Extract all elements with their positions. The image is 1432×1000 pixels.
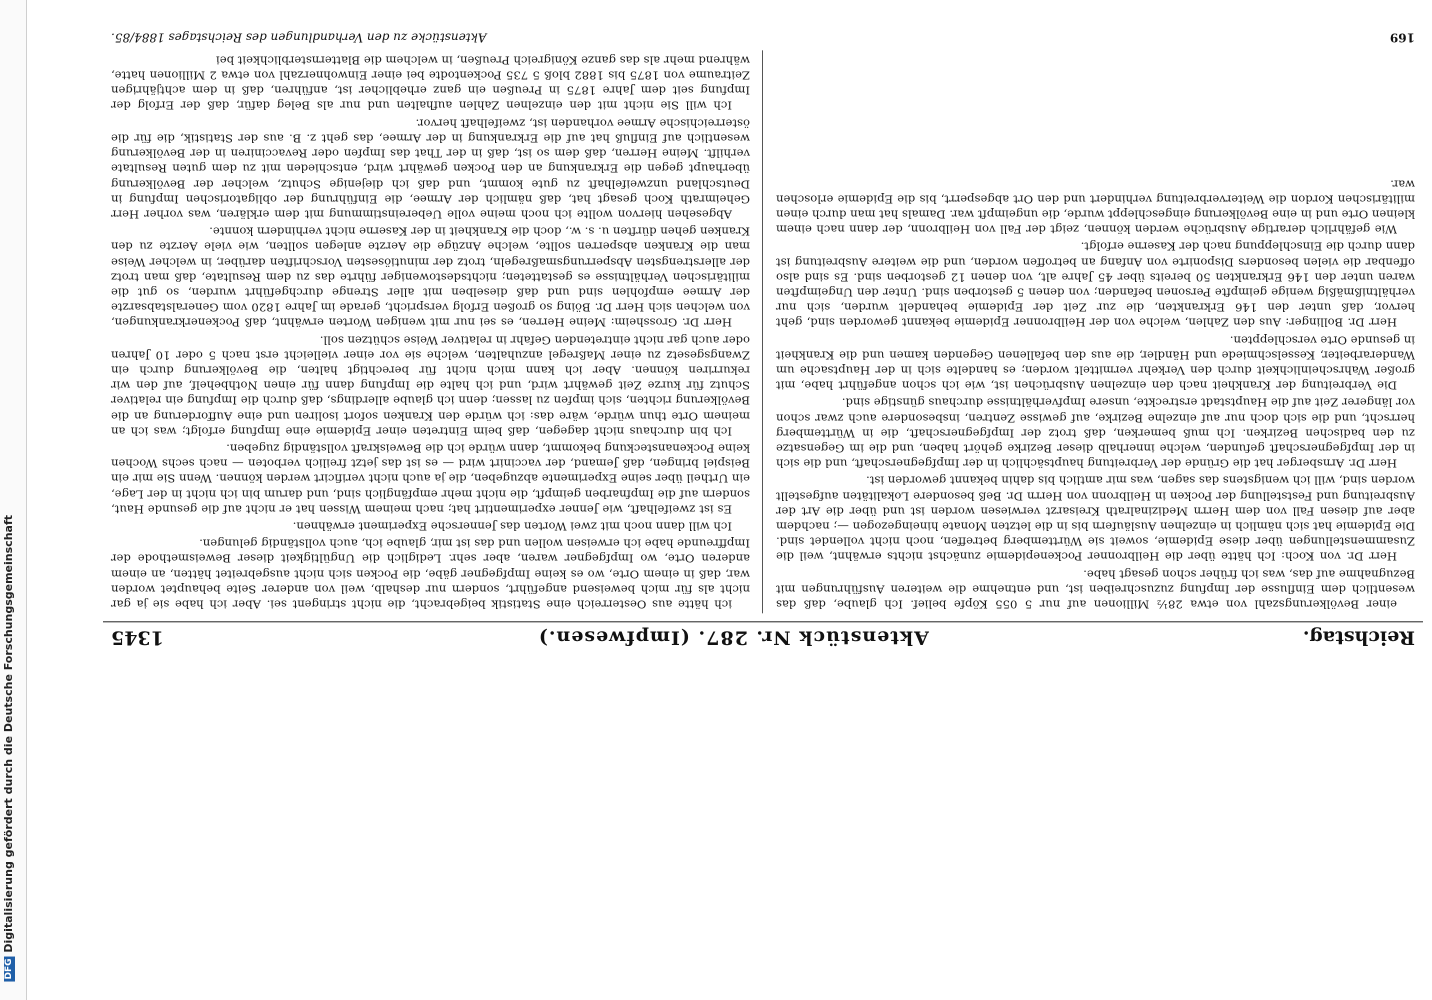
digitization-strip [0, 0, 27, 1000]
right-column [111, 50, 750, 611]
header-center [538, 626, 929, 648]
header-left: Reichstag. [1302, 626, 1415, 649]
paragraph: Ich bin durchaus nicht dagegen, daß beim Eintreten einer Epidemie eine Impfung erfolgt; was ich an meinem Orte thun würde, wäre das: ich würde den Kranken sofort isoliren und eine Aufforderung an die Bevölkerung richten, sich impfen zu lassen; denn ich glaube allerdings, daß durch die Impfung ein relativer Schutz für kurze Zeit gewährt wird, und ich halte die Impfung dann für einen Nothbehelf, auf den wir rekurriren können. Aber ich kann mich nicht für berechtigt halten, die Bevölkerung durch ein Zwangsgesetz zu einer Maßregel anzuhalten, welche sie vor einer vielleicht erst nach 5 oder 10 Jahren oder auch gar nicht eintretenden Gefahr in relativer Weise schützen soll. [111, 332, 750, 439]
footer-note: Aktenstücke zu den Verhandlungen des Reichstages 1884/85. [111, 30, 487, 44]
paragraph: Es ist zweifelhaft, wie Jenner experimentirt hat; nach meinem Wissen hat er nicht auf die gesunde Haut, sondern auf die Impfnarben geimpft, die nicht mehr empfänglich sind, und darum bin ich nicht in der Lage, ein Urtheil über seine Experimente abzugeben, die ja auch nicht verificirt werden können. Wenn Sie mir ein Beispiel bringen, daß Jemand, der vaccinirt wird — es ist das jetzt freilich verboten — nach sechs Wochen keine Pockenansteckung bekommt, dann würde ich die Beweiskraft vollständig zugeben. [111, 441, 750, 517]
footer-page-number: 169 [1389, 30, 1415, 44]
header-subtitle: (Impfwesen.) [537, 626, 690, 649]
dfg-logo: DFG [4, 958, 14, 980]
digitization-text: Digitalisierung gefördert durch die Deutsche Forschungsgemeinschaft [2, 515, 15, 954]
paragraph: Abgesehen hiervon wollte ich noch meine volle Uebereinstimmung mit dem erklären, was vorher Herr Geheimrath Koch gesagt hat, daß nämlich der Armee, die Einführung der obligatorischen Impfung in Deutschland unzweifelhaft zu gute kommt, und daß ich diejenige Schutz, welcher der Bevölkerung überhaupt gegen die Erkrankung an den Pocken gewährt wird, entschieden mit zu dem guten Resultate verhilft. Meine Herren, daß dem so ist, daß in der That das Impfen oder Revacciniren in der Bevölkerung wesentlich auf Einfluß hat auf die Erkrankung in der Armee, das geht z. B. aus der Statistik, die für die österreichische Armee vorhanden ist, zweifelhaft hervor. [111, 116, 750, 222]
paragraph: Herr Dr. Bollinger: Aus den Zahlen, welche von der Heilbronner Epidemie bekannt geworden sind, geht hervor, daß unter den 146 Erkrankten, die zur Zeit der Epidemie behandelt wurden, sich nur verhältnißmäßig wenige geimpfte Personen befanden; von denen 5 gestorben sind. Unter den Ungeimpften waren unter den 146 Erkrankten 50 bereits über 45 Jahre alt, von denen 12 gestorben sind. Es sind also offenbar die vielen besonders Disponirte von Anfang an betroffen worden, und die weitere Ausbreitung ist dann durch die Einschleppung nach der Kaserne erfolgt. [776, 239, 1415, 330]
paragraph: Herr Dr. Grossheim: Meine Herren, es sei nur mit wenigen Worten erwähnt, daß Pockenerkrankungen, von welchen sich Herr Dr. Böing so großen Erfolg verspricht, gerade im Jahre 1820 vom Generalstabsarzte der Armee empfohlen sind und daß dieselben mit aller Strenge durchgeführt wurden, so gut die militärischen Verhältnisse es gestatteten; nichtsdestoweniger führte das zu dem Resultate, daß man trotz der allerstrengsten Absperrungsmaßregeln, trotz der minutiösesten Vorschriften darüber, in welcher Weise man die Kranken absperren sollte, welche Anzüge die Aerzte anlegen sollten, wie viele Aerzte zu den Kranken gehen dürften u. s. w., doch die Krankheit in der Kaserne nicht verhindern konnte. [111, 224, 750, 330]
paragraph: Die Verbreitung der Krankheit nach den einzelnen Ausbrüchen ist, wie ich schon angeführt habe, mit großer Wahrscheinlichkeit durch den Verkehr vermittelt worden; es handelte sich in der Hauptsache um Wanderarbeiter, Kesselschmiede und Händler, die aus den befallenen Gegenden kamen und die Krankheit in gesunde Orte verschleppten. [776, 332, 1415, 393]
paragraph: ich hätte aus Oesterreich eine Statistik beigebracht, die nicht stringent sei. Aber ich habe sie ja gar nicht als für mich beweisend angeführt, sondern nur deshalb, weil von anderer Seite behauptet worden war, daß in einem Orte, wo es keine Impfgegner gäbe, die Pocken sich nicht ausgebreitet hätten, an einem anderen Orte, wo Impfgegner waren, aber sehr. Lediglich die Ungültigkeit dieser Beweismethode der Impffreunde habe ich erweisen wollen und das ist mir, glaube ich, auch vollständig gelungen. [111, 536, 750, 612]
page-header [103, 621, 1423, 648]
paragraph: Herr Dr. Arnsberger hat die Gründe der Verbreitung hauptsächlich in der Impfgegnerschaft, und die sich in der Impfgegnerschaft gefunden, welche innerhalb dieser Bezirke gehört haben, und die im Gegensatze zu den badischen Bezirken. Ich muß bemerken, daß trotz der Impfgegnerschaft, die in Württemberg herrscht, und die sich doch nur auf einzelne Bezirke, auf gewisse Zentren, insbesondere auch zwar schon vor längerer Zeit auf die Hauptstadt erstreckte, unsere Impfverhältnisse durchaus günstige sind. [776, 395, 1415, 471]
header-page-number: 1345 [111, 626, 164, 649]
paragraph: Ich will Sie nicht mit den einzelnen Zahlen aufhalten und nur als Beleg dafür, daß der Erfolg der Impfung seit dem Jahre 1875 in Preußen ein ganz erheblicher ist, anführen, daß in dem achtjährigen Zeitraume von 1875 bis 1882 bloß 5 735 Pockentodte bei einer Einwohnerzahl von etwa 2 Millionen hatte, während mehr als das ganze Königreich Preußen, in welchem die Blatternsterblichkeit bei [111, 53, 750, 113]
rotated-page-content [103, 30, 1423, 648]
paragraph: Ich will dann noch mit zwei Worten das Jennersche Experiment erwähnen. [292, 519, 732, 534]
digitization-note [3, 515, 15, 986]
text-columns [103, 50, 1423, 621]
page-footer [103, 30, 1423, 50]
paragraph: Wie gefährlich derartige Ausbrüche werden können, zeigt der Fall von Heilbronn, der dann nach einem kleinen Orte und in eine Bevölkerung eingeschleppt wurde, die ungeimpft war. Damals hat man durch einen militärischen Kordon die Weiterverbreitung verhindert und den Ort abgesperrt, bis die Epidemie erloschen war. [776, 176, 1415, 237]
scanned-page [103, 30, 1423, 648]
paragraph: Herr Dr. von Koch: Ich hätte über die Heilbronner Pockenepidemie zunächst nichts erwähnt, weil die Zusammenstellungen über diese Epidemie, soweit sie Württemberg betreffen, noch nicht vollendet sind. Die Epidemie hat sich nämlich in einzelnen Ausläufern bis in die letzten Monate hineingezogen —; nachdem aber auf diesen Fall von dem Herrn Medizinalrath Kreisarzt verwiesen worden ist und über die Art der Ausbreitung und Feststellung der Pocken in Heilbronn von Herrn Dr. Beß besondere Lokalitäten aufgestellt worden sind, will ich wenigstens das sagen, was mir amtlich bis dahin bekannt geworden ist. [776, 473, 1415, 564]
paragraph: einer Bevölkerungszahl von etwa 28½ Millionen auf nur 5 055 Köpfe belief. Ich glaube, daß das wesentlich dem Einflusse der Impfung zuzuschreiben ist, und entnehme die weiteren Ausführungen mit Bezugnahme auf das, was ich früher schon gesagt habe. [776, 566, 1415, 612]
header-title: Aktenstück Nr. 287. [697, 626, 929, 649]
left-column [776, 50, 1415, 611]
